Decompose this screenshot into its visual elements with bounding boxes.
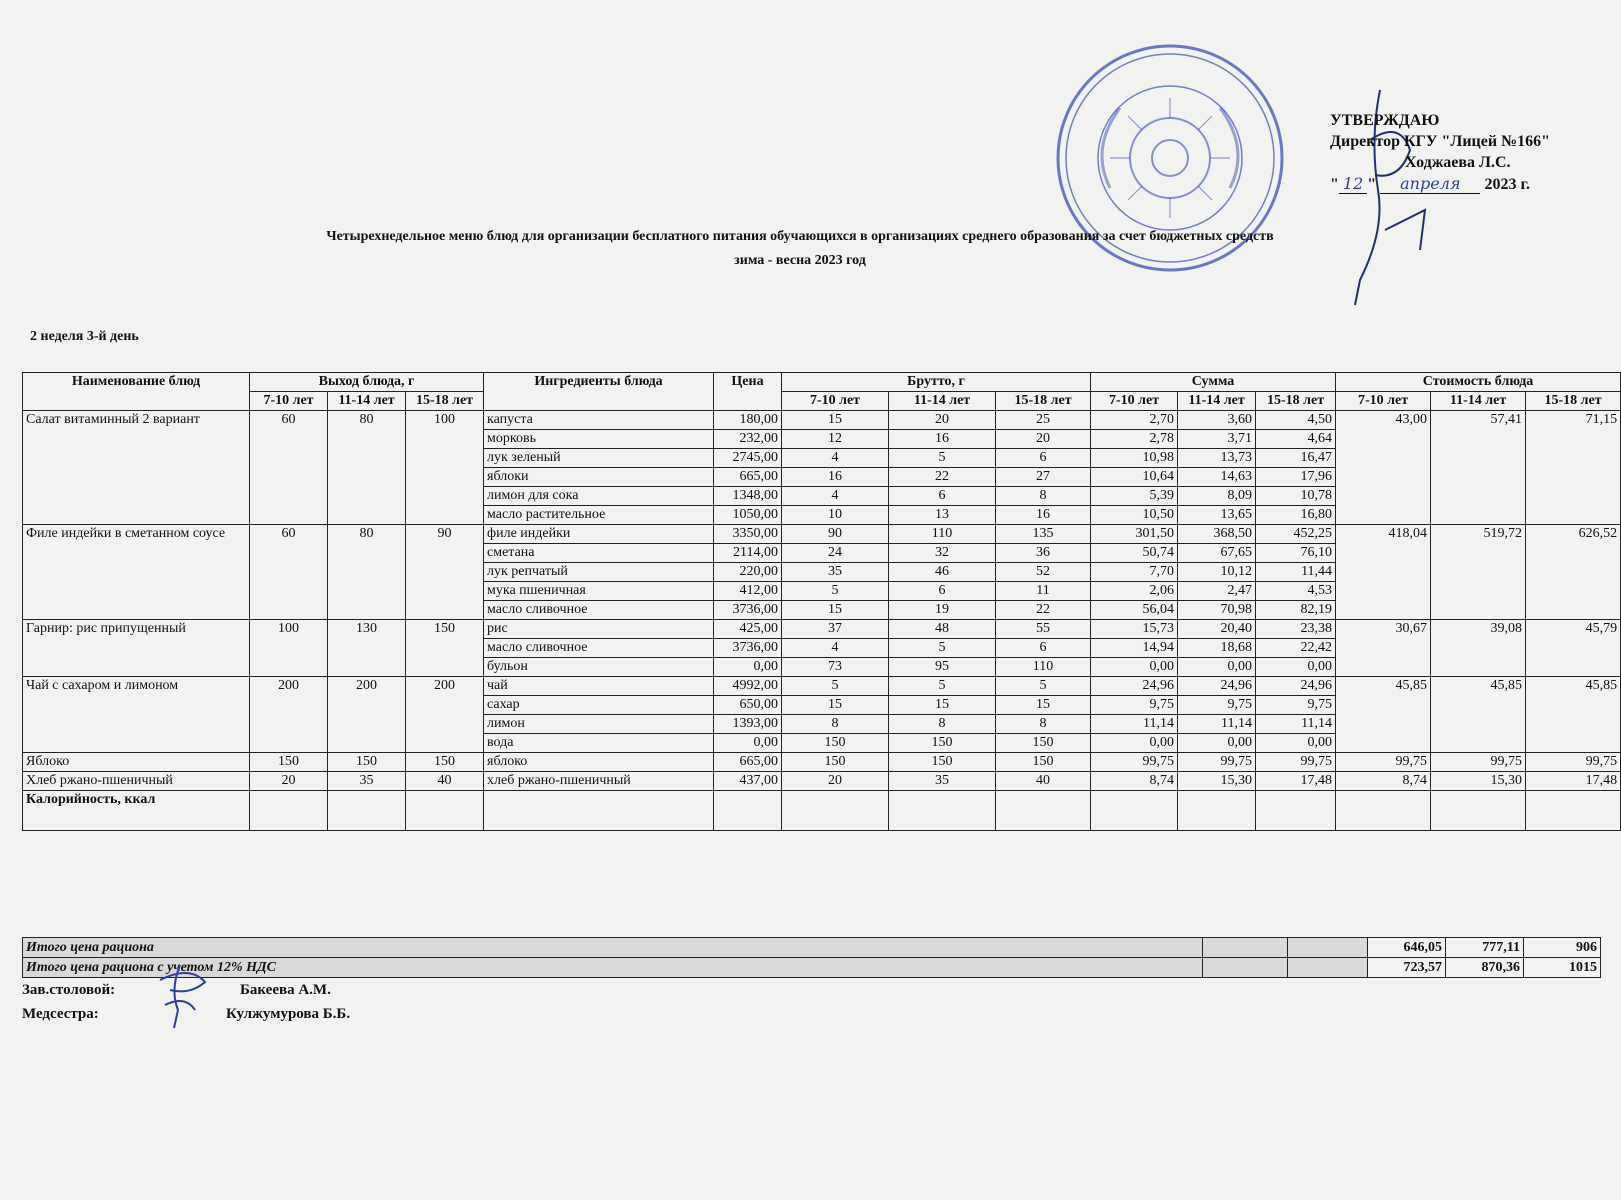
gross-weight: 22 — [996, 601, 1091, 620]
dish-output: 100 — [406, 411, 484, 525]
table-row — [23, 620, 1621, 639]
header-age: 7-10 лет — [1091, 392, 1178, 411]
ingredient-sum: 24,96 — [1178, 677, 1256, 696]
dish-cost: 45,85 — [1526, 677, 1621, 753]
gross-weight: 20 — [996, 430, 1091, 449]
ingredient-name: чай — [484, 677, 714, 696]
dish-output: 200 — [250, 677, 328, 753]
ingredient-sum: 0,00 — [1091, 734, 1178, 753]
header-cost: Стоимость блюда — [1336, 373, 1621, 392]
gross-weight: 11 — [996, 582, 1091, 601]
calories-cell — [714, 791, 782, 831]
ingredient-price: 412,00 — [714, 582, 782, 601]
ingredient-sum: 0,00 — [1178, 658, 1256, 677]
staff-signature — [150, 960, 230, 1030]
dish-cost: 45,79 — [1526, 620, 1621, 677]
header-age: 7-10 лет — [250, 392, 328, 411]
ingredient-name: лимон для сока — [484, 487, 714, 506]
header-age: 11-14 лет — [328, 392, 406, 411]
vat-total-value: 870,36 — [1446, 958, 1524, 978]
calories-cell — [1526, 791, 1621, 831]
dish-output: 40 — [406, 772, 484, 791]
ingredient-name: сметана — [484, 544, 714, 563]
table-row — [23, 677, 1621, 696]
ingredient-sum: 99,75 — [1178, 753, 1256, 772]
ingredient-sum: 301,50 — [1091, 525, 1178, 544]
ingredient-sum: 11,14 — [1178, 715, 1256, 734]
gross-weight: 150 — [782, 734, 889, 753]
canteen-head — [22, 982, 331, 999]
ingredient-sum: 56,04 — [1091, 601, 1178, 620]
gross-weight: 95 — [889, 658, 996, 677]
ingredient-sum: 50,74 — [1091, 544, 1178, 563]
dish-name: Чай с сахаром и лимоном — [23, 677, 250, 753]
gross-weight: 4 — [782, 487, 889, 506]
ingredient-price: 425,00 — [714, 620, 782, 639]
ingredient-sum: 10,12 — [1178, 563, 1256, 582]
ingredient-sum: 14,63 — [1178, 468, 1256, 487]
header-age: 11-14 лет — [1431, 392, 1526, 411]
gross-weight: 5 — [996, 677, 1091, 696]
header-ingredients: Ингредиенты блюда — [484, 373, 714, 411]
gross-weight: 25 — [996, 411, 1091, 430]
dish-output: 150 — [250, 753, 328, 772]
gross-weight: 150 — [889, 734, 996, 753]
ingredient-sum: 11,14 — [1256, 715, 1336, 734]
ingredient-price: 1348,00 — [714, 487, 782, 506]
gross-weight: 5 — [782, 582, 889, 601]
ingredient-sum: 9,75 — [1091, 696, 1178, 715]
ingredient-name: лук зеленый — [484, 449, 714, 468]
document-subtitle: зима - весна 2023 год — [734, 253, 866, 268]
vat-total-value: 723,57 — [1368, 958, 1446, 978]
ingredient-sum: 10,98 — [1091, 449, 1178, 468]
approval-name: Ходжаева Л.С. — [1405, 154, 1511, 171]
ingredient-sum: 7,70 — [1091, 563, 1178, 582]
ingredient-sum: 0,00 — [1091, 658, 1178, 677]
vat-total-value: 1015 — [1524, 958, 1601, 978]
totals-table — [22, 937, 1601, 978]
dish-output: 130 — [328, 620, 406, 677]
ingredient-price: 1050,00 — [714, 506, 782, 525]
gross-weight: 150 — [782, 753, 889, 772]
nurse — [22, 1006, 351, 1023]
gross-weight: 5 — [782, 677, 889, 696]
vat-total-label: Итого цена рациона с учетом 12% НДС — [23, 958, 1203, 978]
ingredient-sum: 70,98 — [1178, 601, 1256, 620]
ingredient-name: филе индейки — [484, 525, 714, 544]
dish-cost: 17,48 — [1526, 772, 1621, 791]
ingredient-sum: 20,40 — [1178, 620, 1256, 639]
ingredient-price: 3736,00 — [714, 601, 782, 620]
header-sum: Сумма — [1091, 373, 1336, 392]
approval-date: " 12 " апреля 2023 г. — [1330, 174, 1530, 193]
ingredient-name: хлеб ржано-пшеничный — [484, 772, 714, 791]
gross-weight: 73 — [782, 658, 889, 677]
calories-cell — [328, 791, 406, 831]
ingredient-sum: 99,75 — [1091, 753, 1178, 772]
header-output: Выход блюда, г — [250, 373, 484, 392]
header-age: 15-18 лет — [406, 392, 484, 411]
header-age: 11-14 лет — [1178, 392, 1256, 411]
total-value: 777,11 — [1446, 938, 1524, 958]
day-label: 2 неделя 3-й день — [30, 329, 139, 344]
dish-cost: 30,67 — [1336, 620, 1431, 677]
ingredient-price: 4992,00 — [714, 677, 782, 696]
table-row — [23, 772, 1621, 791]
dish-cost: 99,75 — [1526, 753, 1621, 772]
dish-cost: 71,15 — [1526, 411, 1621, 525]
ingredient-name: лимон — [484, 715, 714, 734]
ingredient-sum: 24,96 — [1256, 677, 1336, 696]
gross-weight: 90 — [782, 525, 889, 544]
ingredient-sum: 9,75 — [1178, 696, 1256, 715]
gross-weight: 8 — [782, 715, 889, 734]
gross-weight: 4 — [782, 639, 889, 658]
ingredient-sum: 23,38 — [1256, 620, 1336, 639]
gross-weight: 6 — [889, 582, 996, 601]
ingredient-price: 2745,00 — [714, 449, 782, 468]
ingredient-price: 232,00 — [714, 430, 782, 449]
header-age: 7-10 лет — [1336, 392, 1431, 411]
gross-weight: 15 — [782, 601, 889, 620]
document-title: Четырехнедельное меню блюд для организации бесплатного питания обучающихся в организациях среднего образования за счет бюджетных средств — [326, 229, 1274, 244]
gross-weight: 135 — [996, 525, 1091, 544]
ingredient-sum: 4,64 — [1256, 430, 1336, 449]
table-row — [23, 411, 1621, 430]
ingredient-sum: 76,10 — [1256, 544, 1336, 563]
gross-weight: 8 — [996, 487, 1091, 506]
ingredient-sum: 24,96 — [1091, 677, 1178, 696]
gross-weight: 150 — [889, 753, 996, 772]
gross-weight: 32 — [889, 544, 996, 563]
ingredient-price: 0,00 — [714, 658, 782, 677]
ingredient-sum: 13,65 — [1178, 506, 1256, 525]
dish-cost: 39,08 — [1431, 620, 1526, 677]
dish-name: Гарнир: рис припущенный — [23, 620, 250, 677]
ingredient-name: мука пшеничная — [484, 582, 714, 601]
gross-weight: 110 — [996, 658, 1091, 677]
total-label: Итого цена рациона — [23, 938, 1203, 958]
ingredient-price: 3736,00 — [714, 639, 782, 658]
ingredient-name: капуста — [484, 411, 714, 430]
calories-cell — [782, 791, 889, 831]
gross-weight: 15 — [782, 411, 889, 430]
dish-output: 80 — [328, 525, 406, 620]
dish-cost: 418,04 — [1336, 525, 1431, 620]
ingredient-name: сахар — [484, 696, 714, 715]
ingredient-sum: 9,75 — [1256, 696, 1336, 715]
gross-weight: 5 — [889, 449, 996, 468]
approval-date-month: апреля — [1380, 174, 1480, 194]
dish-output: 150 — [406, 753, 484, 772]
gross-weight: 150 — [996, 734, 1091, 753]
dish-output: 90 — [406, 525, 484, 620]
dish-output: 60 — [250, 525, 328, 620]
ingredient-sum: 3,71 — [1178, 430, 1256, 449]
ingredient-price: 180,00 — [714, 411, 782, 430]
ingredient-sum: 15,73 — [1091, 620, 1178, 639]
ingredient-price: 665,00 — [714, 468, 782, 487]
ingredient-sum: 8,74 — [1091, 772, 1178, 791]
gross-weight: 16 — [889, 430, 996, 449]
dish-cost: 45,85 — [1431, 677, 1526, 753]
ingredient-sum: 17,96 — [1256, 468, 1336, 487]
ingredient-price: 665,00 — [714, 753, 782, 772]
ingredient-sum: 22,42 — [1256, 639, 1336, 658]
calories-cell — [1431, 791, 1526, 831]
table-row — [23, 753, 1621, 772]
ingredient-price: 3350,00 — [714, 525, 782, 544]
calories-cell — [1178, 791, 1256, 831]
dish-output: 80 — [328, 411, 406, 525]
ingredient-name: масло растительное — [484, 506, 714, 525]
ingredient-sum: 2,70 — [1091, 411, 1178, 430]
gross-weight: 16 — [782, 468, 889, 487]
header-age: 15-18 лет — [1256, 392, 1336, 411]
canteen-name: Бакеева А.М. — [240, 982, 331, 998]
table-row — [23, 525, 1621, 544]
approval-title: УТВЕРЖДАЮ — [1330, 112, 1440, 129]
ingredient-sum: 16,80 — [1256, 506, 1336, 525]
ingredient-sum: 82,19 — [1256, 601, 1336, 620]
gross-weight: 15 — [996, 696, 1091, 715]
ingredient-sum: 10,78 — [1256, 487, 1336, 506]
menu-body — [23, 411, 1621, 831]
ingredient-price: 2114,00 — [714, 544, 782, 563]
ingredient-sum: 2,78 — [1091, 430, 1178, 449]
ingredient-sum: 0,00 — [1256, 734, 1336, 753]
dish-cost: 57,41 — [1431, 411, 1526, 525]
ingredient-name: яблоки — [484, 468, 714, 487]
dish-output: 100 — [250, 620, 328, 677]
ingredient-sum: 99,75 — [1256, 753, 1336, 772]
ingredient-sum: 18,68 — [1178, 639, 1256, 658]
gross-weight: 40 — [996, 772, 1091, 791]
gross-weight: 15 — [782, 696, 889, 715]
ingredient-sum: 2,47 — [1178, 582, 1256, 601]
ingredient-sum: 14,94 — [1091, 639, 1178, 658]
calories-cell — [250, 791, 328, 831]
gross-weight: 35 — [889, 772, 996, 791]
dish-output: 60 — [250, 411, 328, 525]
ingredient-name: лук репчатый — [484, 563, 714, 582]
ingredient-name: вода — [484, 734, 714, 753]
ingredient-sum: 17,48 — [1256, 772, 1336, 791]
approval-position: Директор КГУ "Лицей №166" — [1330, 133, 1551, 150]
gross-weight: 19 — [889, 601, 996, 620]
header-age: 11-14 лет — [889, 392, 996, 411]
calories-cell — [1256, 791, 1336, 831]
ingredient-sum: 11,14 — [1091, 715, 1178, 734]
header-age: 15-18 лет — [1526, 392, 1621, 411]
dish-output: 20 — [250, 772, 328, 791]
ingredient-sum: 0,00 — [1256, 658, 1336, 677]
calories-cell — [484, 791, 714, 831]
ingredient-sum: 4,50 — [1256, 411, 1336, 430]
gross-weight: 52 — [996, 563, 1091, 582]
gross-weight: 55 — [996, 620, 1091, 639]
gross-weight: 10 — [782, 506, 889, 525]
ingredient-price: 220,00 — [714, 563, 782, 582]
gross-weight: 6 — [889, 487, 996, 506]
dish-output: 200 — [328, 677, 406, 753]
dish-name: Салат витаминный 2 вариант — [23, 411, 250, 525]
gross-weight: 6 — [996, 639, 1091, 658]
calories-cell — [889, 791, 996, 831]
dish-name: Хлеб ржано-пшеничный — [23, 772, 250, 791]
ingredient-name: рис — [484, 620, 714, 639]
ingredient-sum: 2,06 — [1091, 582, 1178, 601]
calories-row — [23, 791, 1621, 831]
total-value: 646,05 — [1368, 938, 1446, 958]
ingredient-sum: 13,73 — [1178, 449, 1256, 468]
ingredient-price: 0,00 — [714, 734, 782, 753]
gross-weight: 5 — [889, 677, 996, 696]
dish-cost: 99,75 — [1336, 753, 1431, 772]
ingredient-name: бульон — [484, 658, 714, 677]
header-dish: Наименование блюд — [23, 373, 250, 411]
total-value: 906 — [1524, 938, 1601, 958]
ingredient-sum: 368,50 — [1178, 525, 1256, 544]
ingredient-sum: 3,60 — [1178, 411, 1256, 430]
dish-name: Филе индейки в сметанном соусе — [23, 525, 250, 620]
calories-label: Калорийность, ккал — [23, 791, 250, 831]
calories-cell — [996, 791, 1091, 831]
dish-output: 150 — [328, 753, 406, 772]
dish-cost: 8,74 — [1336, 772, 1431, 791]
ingredient-price: 437,00 — [714, 772, 782, 791]
ingredient-price: 650,00 — [714, 696, 782, 715]
gross-weight: 110 — [889, 525, 996, 544]
approval-date-day: 12 — [1339, 174, 1367, 194]
dish-output: 150 — [406, 620, 484, 677]
dish-name: Яблоко — [23, 753, 250, 772]
dish-output: 200 — [406, 677, 484, 753]
gross-weight: 36 — [996, 544, 1091, 563]
nurse-name: Кулжумурова Б.Б. — [226, 1006, 351, 1022]
ingredient-sum: 10,50 — [1091, 506, 1178, 525]
approval-date-year: 2023 г. — [1484, 176, 1530, 193]
ingredient-name: масло сливочное — [484, 639, 714, 658]
gross-weight: 20 — [889, 411, 996, 430]
dish-cost: 519,72 — [1431, 525, 1526, 620]
gross-weight: 5 — [889, 639, 996, 658]
gross-weight: 13 — [889, 506, 996, 525]
total-row — [23, 938, 1601, 958]
gross-weight: 35 — [782, 563, 889, 582]
gross-weight: 150 — [996, 753, 1091, 772]
header-gross: Брутто, г — [782, 373, 1091, 392]
ingredient-sum: 16,47 — [1256, 449, 1336, 468]
gross-weight: 6 — [996, 449, 1091, 468]
calories-cell — [1336, 791, 1431, 831]
gross-weight: 8 — [996, 715, 1091, 734]
vat-total-row — [23, 958, 1601, 978]
gross-weight: 15 — [889, 696, 996, 715]
ingredient-price: 1393,00 — [714, 715, 782, 734]
ingredient-name: масло сливочное — [484, 601, 714, 620]
gross-weight: 37 — [782, 620, 889, 639]
dish-cost: 626,52 — [1526, 525, 1621, 620]
canteen-role: Зав.столовой: — [22, 982, 116, 998]
header-price: Цена — [714, 373, 782, 411]
gross-weight: 8 — [889, 715, 996, 734]
ingredient-sum: 8,09 — [1178, 487, 1256, 506]
gross-weight: 16 — [996, 506, 1091, 525]
gross-weight: 48 — [889, 620, 996, 639]
dish-output: 35 — [328, 772, 406, 791]
gross-weight: 22 — [889, 468, 996, 487]
dish-cost: 45,85 — [1336, 677, 1431, 753]
calories-cell — [406, 791, 484, 831]
ingredient-sum: 10,64 — [1091, 468, 1178, 487]
gross-weight: 27 — [996, 468, 1091, 487]
nurse-role: Медсестра: — [22, 1006, 99, 1022]
ingredient-name: яблоко — [484, 753, 714, 772]
calories-cell — [1091, 791, 1178, 831]
dish-cost: 43,00 — [1336, 411, 1431, 525]
menu-table — [22, 372, 1621, 831]
header-age: 15-18 лет — [996, 392, 1091, 411]
ingredient-sum: 11,44 — [1256, 563, 1336, 582]
gross-weight: 12 — [782, 430, 889, 449]
header-age: 7-10 лет — [782, 392, 889, 411]
gross-weight: 4 — [782, 449, 889, 468]
ingredient-sum: 67,65 — [1178, 544, 1256, 563]
ingredient-sum: 4,53 — [1256, 582, 1336, 601]
approval-block — [1330, 110, 1550, 195]
gross-weight: 24 — [782, 544, 889, 563]
gross-weight: 46 — [889, 563, 996, 582]
ingredient-sum: 0,00 — [1178, 734, 1256, 753]
dish-cost: 15,30 — [1431, 772, 1526, 791]
dish-cost: 99,75 — [1431, 753, 1526, 772]
ingredient-name: морковь — [484, 430, 714, 449]
ingredient-sum: 15,30 — [1178, 772, 1256, 791]
gross-weight: 20 — [782, 772, 889, 791]
ingredient-sum: 452,25 — [1256, 525, 1336, 544]
ingredient-sum: 5,39 — [1091, 487, 1178, 506]
